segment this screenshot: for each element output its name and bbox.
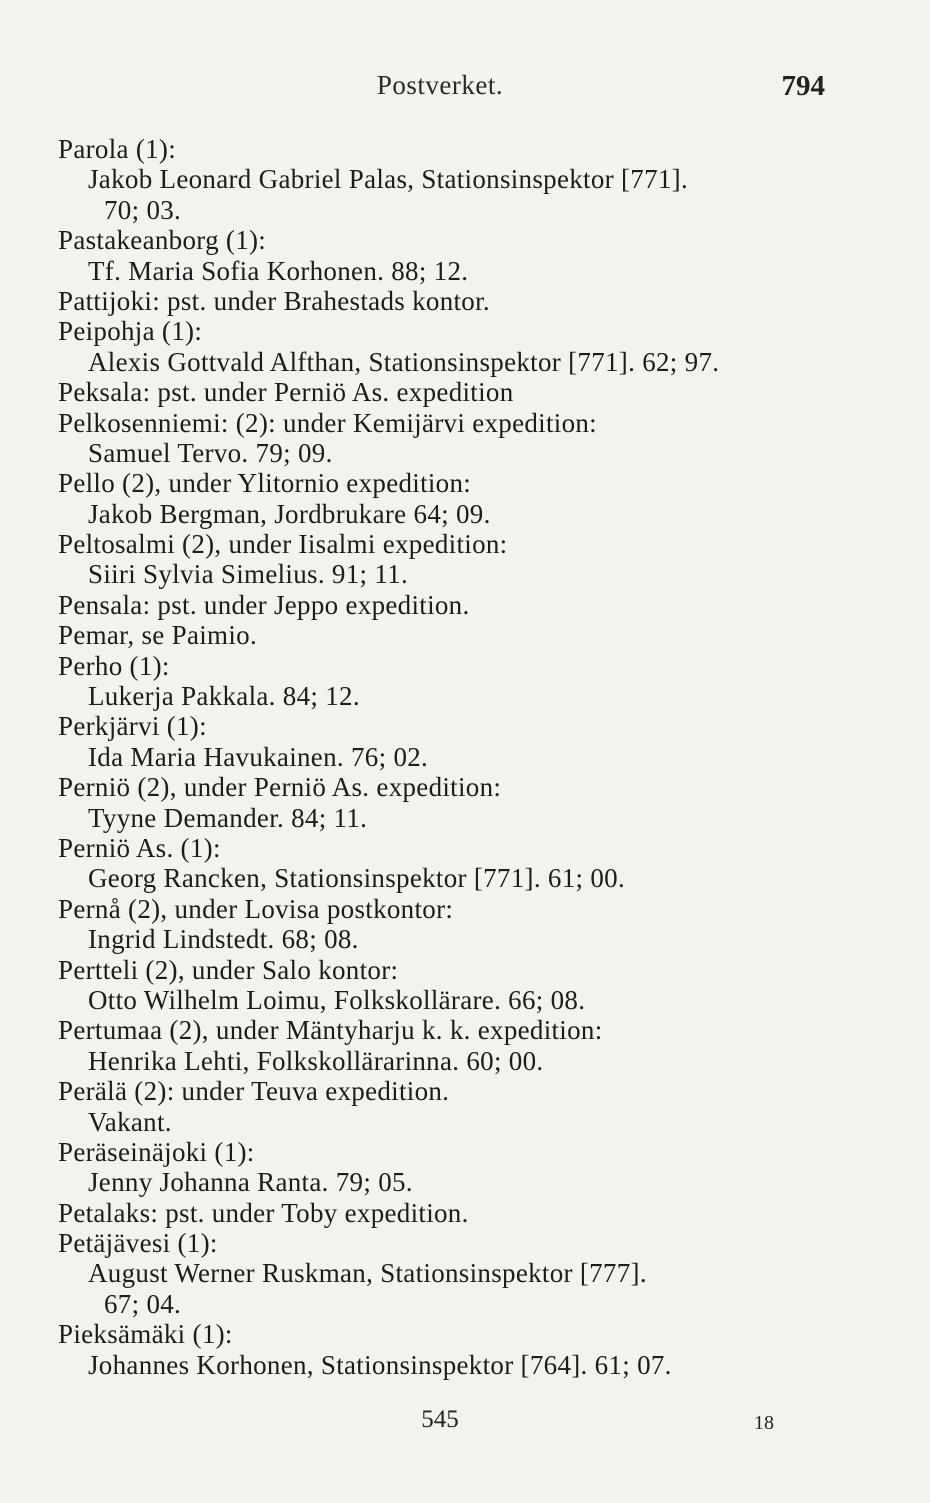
running-header: Postverket. <box>376 70 504 100</box>
entry-place: Petäjävesi (1): <box>58 1228 218 1259</box>
entry-person: Tyyne Demander. 84; 11. <box>88 802 368 833</box>
entry-place: Pensala: pst. under Jeppo expedition. <box>58 589 470 620</box>
entry-continuation: 70; 03. <box>104 194 182 225</box>
entry-place: Pattijoki: pst. under Brahestads kontor. <box>58 285 490 316</box>
footer-page-number: 545 <box>421 1406 459 1433</box>
entry-place: Pastakeanborg (1): <box>58 225 267 256</box>
entry-person: Vakant. <box>88 1106 172 1137</box>
page-number: 794 <box>781 70 825 102</box>
entry-person: August Werner Ruskman, Stationsinspektor [777]. <box>88 1258 647 1289</box>
entry-place: Peksala: pst. under Perniö As. expedition <box>58 377 514 408</box>
entry-place: Petalaks: pst. under Toby expedition. <box>58 1197 469 1228</box>
entry-place: Pello (2), under Ylitornio expedition: <box>58 468 472 499</box>
entry-person: Ingrid Lindstedt. 68; 08. <box>88 924 359 955</box>
signature-mark: 18 <box>754 1412 774 1434</box>
entry-person: Lukerja Pakkala. 84; 12. <box>88 681 360 712</box>
entry-person: Otto Wilhelm Loimu, Folkskollärare. 66; 08. <box>88 984 586 1015</box>
entry-place: Perälä (2): under Teuva expedition. <box>58 1076 450 1107</box>
entry-place: Pertteli (2), under Salo kontor: <box>58 954 399 985</box>
entry-person: Tf. Maria Sofia Korhonen. 88; 12. <box>88 255 469 286</box>
entry-place: Peräseinäjoki (1): <box>58 1136 255 1167</box>
entry-continuation: 67; 04. <box>104 1288 182 1319</box>
entry-place: Pelkosenniemi: (2): under Kemijärvi expedition: <box>58 407 597 438</box>
entry-place: Pemar, se Paimio. <box>58 620 257 651</box>
directory-entries <box>58 134 838 1380</box>
entry-person: Jakob Bergman, Jordbrukare 64; 09. <box>88 498 491 529</box>
entry-place: Pertumaa (2), under Mäntyharju k. k. expedition: <box>58 1015 603 1046</box>
entry-person: Johannes Korhonen, Stationsinspektor [764]. 61; 07. <box>88 1349 672 1380</box>
entry-person: Siiri Sylvia Simelius. 91; 11. <box>88 559 409 590</box>
entry-person: Jenny Johanna Ranta. 79; 05. <box>88 1167 413 1198</box>
entry-person: Jakob Leonard Gabriel Palas, Stationsinspektor [771]. <box>88 164 689 195</box>
entry-person: Georg Rancken, Stationsinspektor [771]. 61; 00. <box>88 863 626 894</box>
entry-person: Henrika Lehti, Folkskollärarinna. 60; 00. <box>88 1045 544 1076</box>
entry-place: Parola (1): <box>58 134 177 164</box>
entry-place: Pieksämäki (1): <box>58 1319 233 1350</box>
entry-person: Alexis Gottvald Alfthan, Stationsinspektor [771]. 62; 97. <box>88 346 720 377</box>
entry-place: Perniö As. (1): <box>58 832 221 863</box>
entry-place: Perho (1): <box>58 650 170 681</box>
entry-person: Samuel Tervo. 79; 09. <box>88 437 333 468</box>
entry-place: Peipohja (1): <box>58 316 203 347</box>
entry-place: Peltosalmi (2), under Iisalmi expedition: <box>58 529 508 560</box>
entry-place: Pernå (2), under Lovisa postkontor: <box>58 893 454 924</box>
entry-place: Perniö (2), under Perniö As. expedition: <box>58 772 502 803</box>
entry-place: Perkjärvi (1): <box>58 711 207 742</box>
entry-person: Ida Maria Havukainen. 76; 02. <box>88 741 429 772</box>
